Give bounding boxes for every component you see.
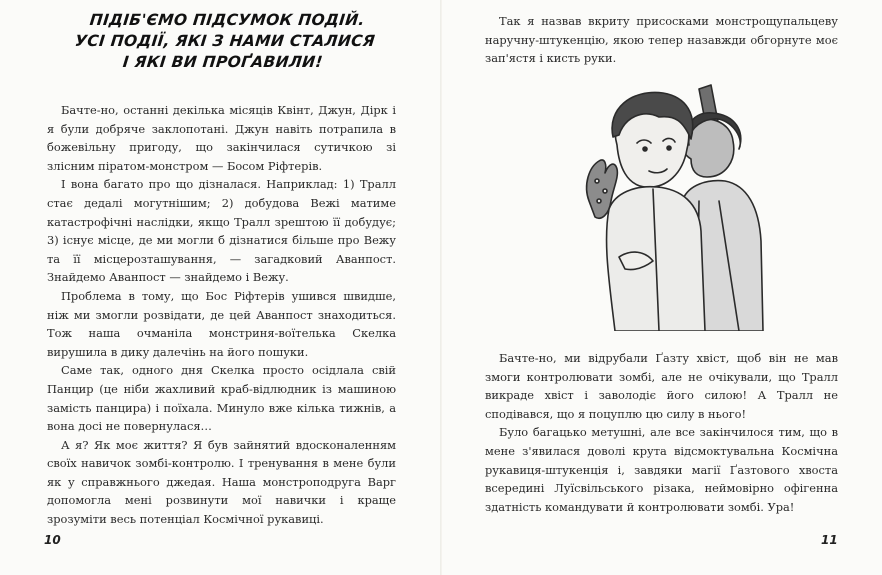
page-number-right: 11 [821, 533, 838, 547]
right-top-text [485, 12, 838, 68]
right-page [441, 0, 882, 575]
heading-line-2: УСІ ПОДІЇ, ЯКІ З НАМИ СТАЛИСЯ [74, 32, 376, 50]
page-number-left: 10 [44, 533, 61, 547]
chapter-heading [57, 10, 394, 73]
paragraph: Бачте-но, останні декілька місяців Квінт, Джун, Дірк і я були добряче заклопотані. Джун навіть потрапила в божевільну пригоду, що закінчилася сутичкою зі злісним піратом-монстром — Босом Ріфтерів. [47, 103, 396, 173]
paragraph: І вона багато про що дізналася. Наприклад: 1) Тралл стає дедалі могутнішим; 2) добудова Вежі матиме катастрофічні наслідки, якщо Тралл зрештою її добудує; 3) існує місце, де ми могли б дізнатися більше про Вежу та її місцерозташування, — загадковий Аванпост. Знайдемо Аванпост — знайдемо і Вежу. [47, 177, 396, 285]
paragraph: А я? Як моє життя? Я був зайнятий вдосконаленням своїх навичок зомбі-контролю. І тренування в мене були як у справжнього джедая. Наша монстроподруга Варг допомогла мені розвинути мої навички і краще зрозуміти весь потенціал Космічної рукавиці. [47, 437, 396, 527]
right-bottom-text [485, 349, 838, 516]
paragraph: Так я назвав вкриту присосками монстрощупальцеву наручну-штукенцію, якою тепер назавжди обгорнуте моє зап'ястя і кисть руки. [485, 14, 838, 66]
paragraph: Було багацько метушні, але все закінчилося тим, що в мене з'явилася доволі крута відсмоктувальна Космічна рукавиця-штукенція і, завдяки магії Ґазтового хвоста всередині Луїсвільського різака, неймовірно офігенна здатність командувати й контролювати зомбі. Ура! [485, 425, 838, 514]
heading-line-1: ПІДІБ'ЄМО ПІДСУМОК ПОДІЙ. [88, 11, 366, 29]
paragraph: Проблема в тому, що Бос Ріфтерів ушився швидше, ніж ми змогли розвідати, де цей Аванпост знаходиться. Тож наша очманіла монстриня-воїтелька Скелка вирушила в дику далечінь на його пошуки. [47, 288, 396, 359]
heading-line-3: І ЯКІ ВИ ПРОҐАВИЛИ! [121, 53, 324, 71]
left-body-text [47, 101, 396, 529]
paragraph: Саме так, одного дня Скелка просто осідлала свій Панцир (це ніби жахливий краб-відлюдник із машиною замість панцира) і поїхала. Минуло вже кілька тижнів, а вона досі не повернулася… [47, 363, 396, 434]
paragraph: Бачте-но, ми відрубали Ґазту хвіст, щоб він не мав змоги контролювати зомбі, але не очікували, що Тралл викраде хвіст і заволодіє його силою! А Тралл не сподівався, що я поцуплю цю силу в нього! [485, 351, 838, 421]
two-boys-illustration [579, 81, 769, 331]
